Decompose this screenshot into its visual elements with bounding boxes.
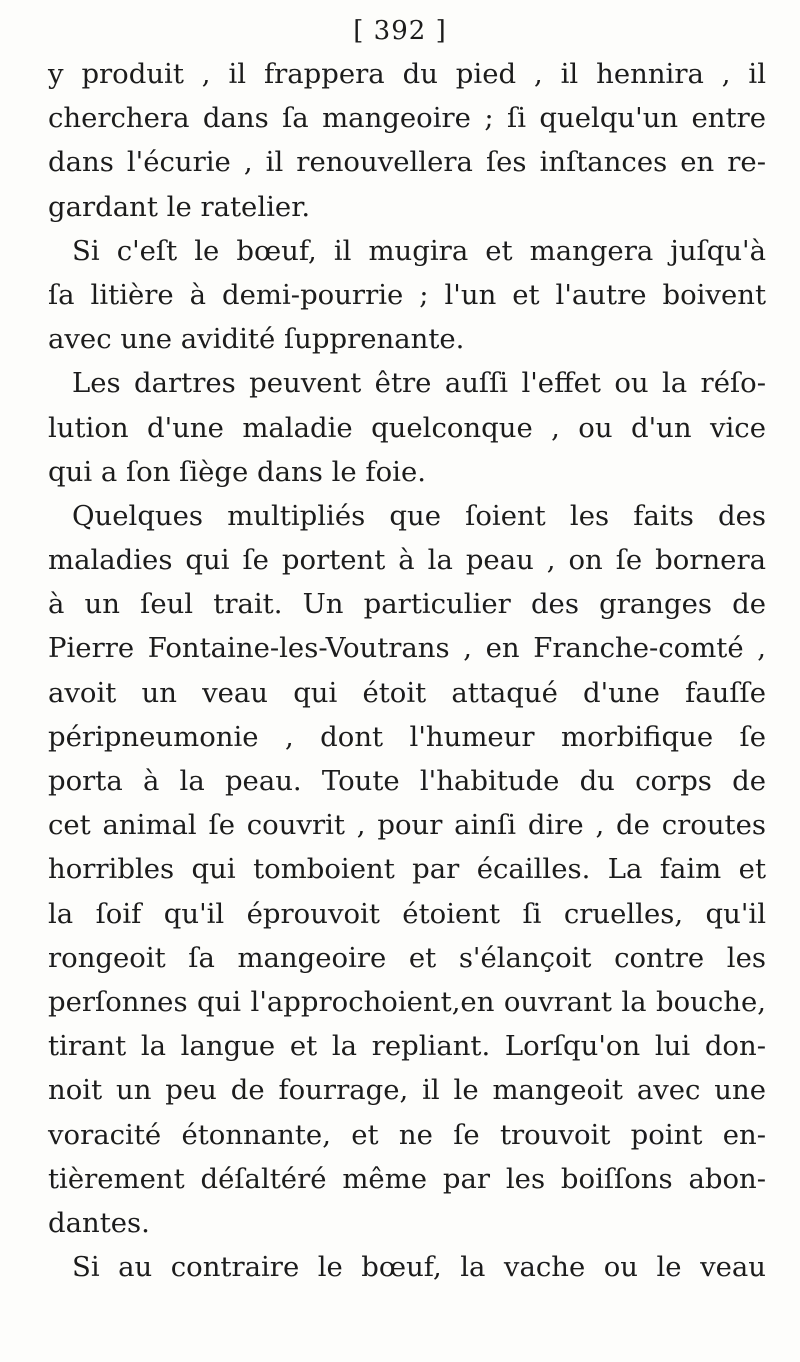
paragraph — [48, 1245, 766, 1289]
text-line: ſa litière à demi-pourrie ; l'un et l'autre boivent — [48, 278, 766, 311]
text-line: Quelques multipliés que ſoient les faits des — [72, 499, 766, 532]
paragraph — [48, 229, 766, 362]
text-line: à un ſeul trait. Un particulier des granges de — [48, 588, 766, 621]
text-line: cet animal ſe couvrit , pour ainſi dire , de croutes — [48, 809, 766, 842]
text-line: horribles qui tomboient par écailles. La faim et — [48, 853, 766, 886]
paragraph — [48, 494, 766, 1245]
text-line: gardant le ratelier. — [48, 190, 311, 223]
text-line: rongeoit ſa mangeoire et s'élançoit contre les — [48, 941, 766, 974]
text-line: la ſoif qu'il éprouvoit étoient ſi cruelles, qu'il — [48, 897, 766, 930]
text-line: y produit , il frappera du pied , il hennira , il — [48, 58, 766, 90]
text-line: avoit un veau qui étoit attaqué d'une fauſſe — [48, 676, 766, 709]
text-line: porta à la peau. Toute l'habitude du corps de — [48, 765, 766, 797]
text-line: maladies qui ſe portent à la peau , on ſe bornera — [48, 544, 766, 577]
text-line: Les dartres peuvent être auſſi l'effet ou la réſo- — [72, 367, 766, 400]
text-line: cherchera dans ſa mangeoire ; ſi quelqu'un entre — [48, 102, 766, 135]
text-line: perſonnes qui l'approchoient,en ouvrant la bouche, — [48, 985, 766, 1018]
text-line: noit un peu de fourrage, il le mangeoit avec une — [48, 1074, 766, 1107]
page-number: [ 392 ] — [353, 16, 447, 46]
text-line: Pierre Fontaine-les-Voutrans , en Franche-comté , — [48, 632, 766, 665]
text-line: Si au contraire le bœuf, la vache ou le veau — [72, 1251, 766, 1284]
text-line: tirant la langue et la repliant. Lorſqu'on lui don- — [48, 1030, 766, 1063]
text-line: voracité étonnante, et ne ſe trouvoit point en- — [48, 1118, 766, 1151]
text-line: Si c'eſt le bœuf, il mugira et mangera juſqu'à — [72, 234, 766, 267]
paragraph — [48, 361, 766, 494]
text-line: dantes. — [48, 1206, 150, 1239]
text-line: dans l'écurie , il renouvellera ſes inſtances en re- — [48, 146, 766, 179]
text-line: péripneumonie , dont l'humeur morbifique ſe — [48, 720, 766, 753]
text-line: avec une avidité ſupprenante. — [48, 323, 465, 356]
text-line: qui a ſon ſiège dans le foie. — [48, 455, 426, 488]
text-line: tièrement déſaltéré même par les boiſſons abon- — [48, 1162, 766, 1195]
body-text — [48, 52, 766, 1289]
text-line: lution d'une maladie quelconque , ou d'un vice — [48, 411, 766, 444]
paragraph — [48, 52, 766, 229]
